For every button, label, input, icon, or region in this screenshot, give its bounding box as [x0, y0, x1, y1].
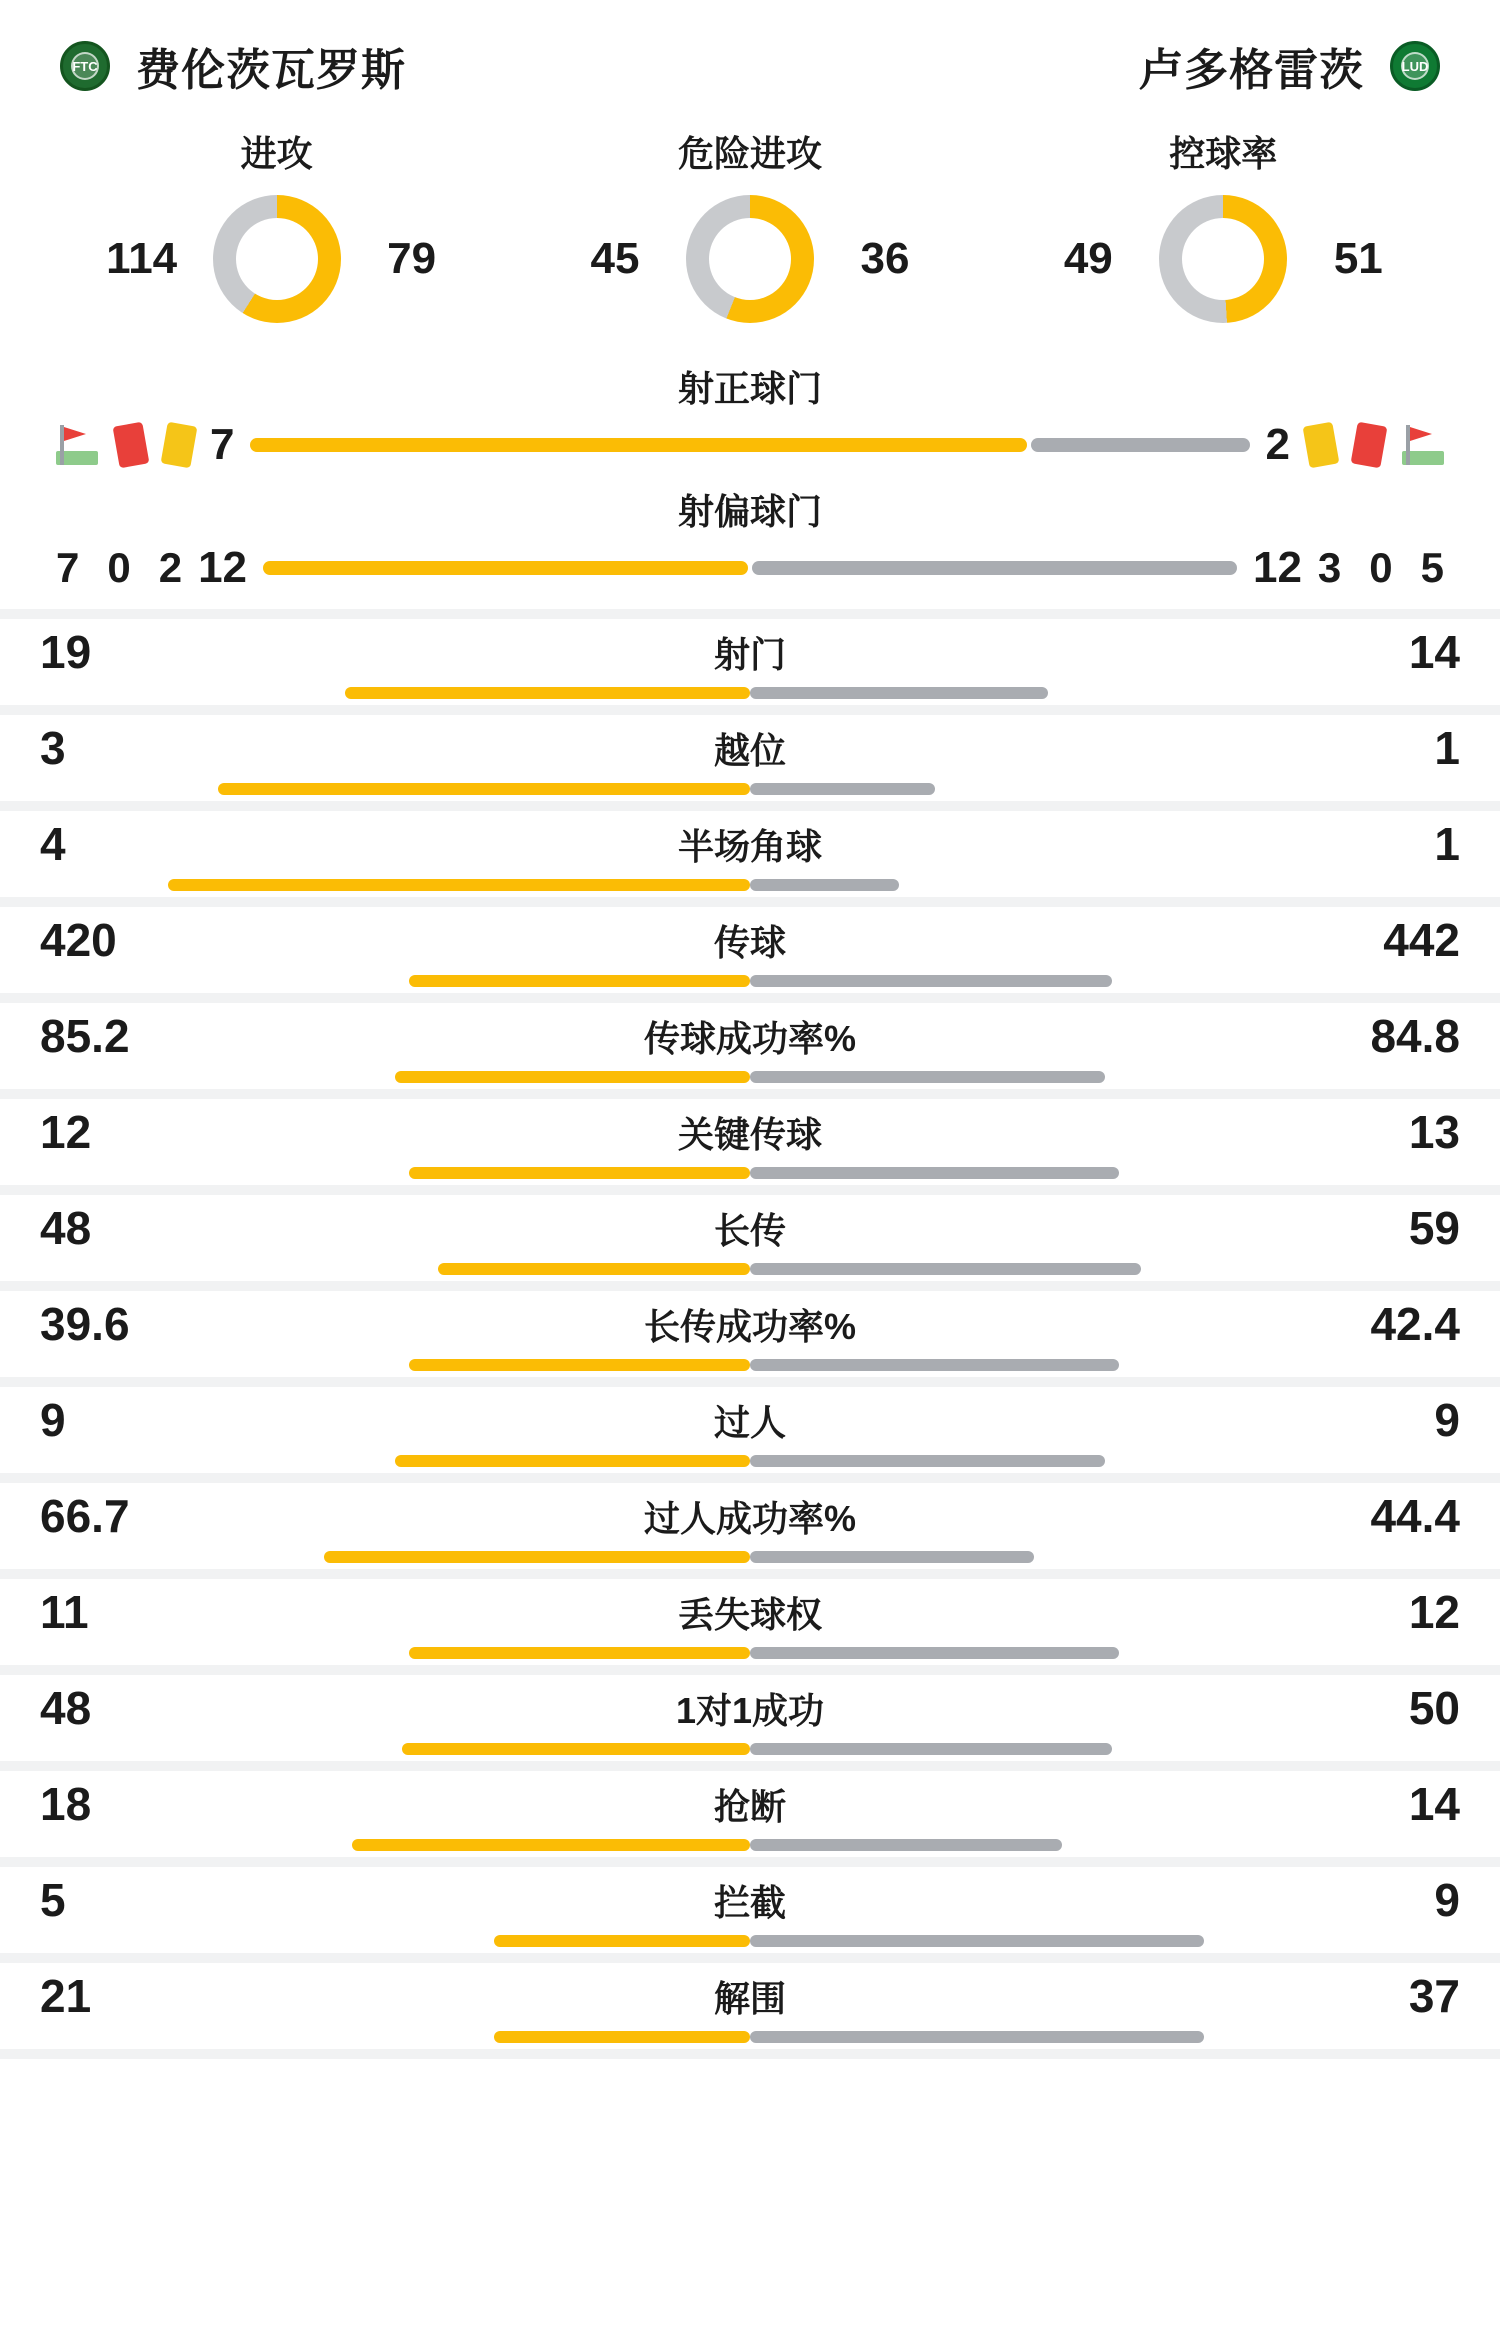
- stat-label: 半场角球: [677, 825, 822, 867]
- stat-away-value: 14: [1408, 626, 1460, 678]
- home-team[interactable]: [60, 34, 406, 98]
- bar-home-fill: [250, 438, 1026, 452]
- stat-home-value: 19: [40, 626, 92, 678]
- away-red-cards-value: 0: [1369, 544, 1393, 591]
- donut-stats-row: [0, 116, 1500, 343]
- donut-possession: [989, 126, 1458, 323]
- stat-home-bar: [494, 1935, 750, 1947]
- stat-home-bar: [324, 1551, 750, 1563]
- away-icon-values: [1318, 544, 1444, 592]
- donut-attacks: [42, 126, 511, 323]
- stat-home-value: 39.6: [40, 1298, 130, 1350]
- donut-away-value: 36: [860, 234, 910, 283]
- bar-away-fill: [752, 561, 1237, 575]
- row-divider: [0, 2049, 1500, 2059]
- row-divider: [0, 993, 1500, 1003]
- stat-label: 1对1成功: [675, 1689, 825, 1731]
- away-team-name: 卢多格雷茨: [1139, 46, 1364, 95]
- home-yellow-cards-value: 2: [158, 544, 183, 591]
- shots-off-target-label: 射偏球门: [677, 491, 822, 532]
- match-header: [0, 0, 1500, 116]
- stat-away-bar: [750, 1743, 1112, 1755]
- home-corners-value: 7: [56, 544, 80, 591]
- stat-home-value: 85.2: [40, 1010, 130, 1062]
- stat-label: 长传成功率%: [643, 1305, 856, 1347]
- stat-away-bar: [750, 1839, 1062, 1851]
- stat-home-value: 420: [40, 914, 117, 966]
- stat-home-value: 11: [40, 1586, 89, 1638]
- stat-row: [0, 1963, 1500, 2049]
- stat-row: [0, 1387, 1500, 1473]
- donut-away-value: 79: [387, 234, 437, 283]
- stat-row: [0, 715, 1500, 801]
- shots-on-target-bar: [250, 438, 1249, 452]
- stat-label: 射门: [713, 633, 786, 675]
- stat-away-value: 42.4: [1370, 1298, 1460, 1350]
- bar-home-fill: [263, 561, 748, 575]
- stat-away-value: 1: [1434, 818, 1460, 870]
- shots-off-target-bar: [263, 561, 1237, 575]
- stat-home-bar: [168, 879, 750, 891]
- yellow-card-icon: [161, 422, 198, 469]
- stat-label: 长传: [713, 1209, 786, 1251]
- stat-home-bar: [218, 783, 751, 795]
- shots-off-target-home: 12: [198, 543, 248, 592]
- stat-home-value: 4: [40, 818, 66, 870]
- donut-chart: [213, 195, 341, 323]
- away-icons: [1306, 424, 1444, 466]
- stat-away-value: 59: [1408, 1202, 1460, 1254]
- stat-home-value: 9: [40, 1394, 66, 1446]
- stat-row: [0, 1867, 1500, 1953]
- stat-home-bar: [438, 1263, 750, 1275]
- stat-row: [0, 1483, 1500, 1569]
- stat-row: [0, 1579, 1500, 1665]
- stat-home-bar: [402, 1743, 750, 1755]
- stat-label: 越位: [713, 729, 786, 771]
- stat-away-value: 12: [1408, 1586, 1460, 1638]
- stat-label: 传球: [713, 921, 786, 963]
- stat-away-value: 14: [1408, 1778, 1460, 1830]
- stat-row: [0, 1675, 1500, 1761]
- stat-label: 抢断: [713, 1785, 786, 1827]
- corner-flag-icon: [56, 425, 98, 465]
- row-divider: [0, 609, 1500, 619]
- shots-off-target-row: [40, 543, 1460, 593]
- stat-away-bar: [750, 2031, 1204, 2043]
- stat-home-value: 21: [40, 1970, 92, 2022]
- corner-flag-icon: [1402, 425, 1444, 465]
- stat-label: 丢失球权: [677, 1593, 822, 1635]
- stat-label: 解围: [713, 1977, 786, 2019]
- row-divider: [0, 1761, 1500, 1771]
- stat-home-value: 48: [40, 1202, 92, 1254]
- bar-away-fill: [1031, 438, 1250, 452]
- stat-row: [0, 907, 1500, 993]
- row-divider: [0, 1569, 1500, 1579]
- stat-away-value: 44.4: [1370, 1490, 1460, 1542]
- home-red-cards-value: 0: [107, 544, 131, 591]
- stat-home-bar: [352, 1839, 750, 1851]
- donut-title: 危险进攻: [677, 133, 822, 174]
- stat-away-value: 9: [1434, 1874, 1460, 1926]
- stat-home-value: 12: [40, 1106, 92, 1158]
- donut-chart: [1159, 195, 1287, 323]
- stat-away-value: 84.8: [1370, 1010, 1460, 1062]
- row-divider: [0, 1377, 1500, 1387]
- stat-away-bar: [750, 1935, 1204, 1947]
- shots-on-target-home: 7: [210, 420, 235, 469]
- home-team-name: 费伦茨瓦罗斯: [136, 46, 406, 95]
- row-divider: [0, 1473, 1500, 1483]
- stat-away-bar: [750, 975, 1112, 987]
- row-divider: [0, 1857, 1500, 1867]
- stat-label: 关键传球: [677, 1113, 822, 1155]
- row-divider: [0, 801, 1500, 811]
- club-crest-icon: FTC: [60, 41, 110, 91]
- stat-away-bar: [750, 1167, 1119, 1179]
- shots-on-target-label: 射正球门: [677, 368, 822, 409]
- stat-away-bar: [750, 1455, 1105, 1467]
- stat-row: [0, 1195, 1500, 1281]
- donut-title: 进攻: [240, 133, 313, 174]
- away-corners-value: 5: [1420, 544, 1444, 591]
- stat-away-value: 13: [1408, 1106, 1460, 1158]
- stats-list: [0, 609, 1500, 2059]
- stat-away-bar: [750, 1647, 1119, 1659]
- stat-away-value: 1: [1434, 722, 1460, 774]
- donut-home-value: 114: [106, 234, 178, 283]
- red-card-icon: [1351, 422, 1388, 469]
- shots-off-target-away: 12: [1252, 543, 1302, 592]
- stat-away-bar: [750, 783, 935, 795]
- stat-away-value: 442: [1383, 914, 1460, 966]
- stat-away-bar: [750, 1359, 1119, 1371]
- home-icon-values: [56, 544, 182, 592]
- stat-away-bar: [750, 879, 899, 891]
- stat-row: [0, 1291, 1500, 1377]
- stat-row: [0, 1771, 1500, 1857]
- row-divider: [0, 1185, 1500, 1195]
- row-divider: [0, 1089, 1500, 1099]
- stat-home-value: 48: [40, 1682, 92, 1734]
- stat-home-bar: [345, 687, 750, 699]
- row-divider: [0, 1665, 1500, 1675]
- donut-title: 控球率: [1169, 133, 1278, 174]
- shots-on-target-row: [40, 420, 1460, 470]
- stat-home-bar: [409, 1359, 750, 1371]
- stat-row: [0, 619, 1500, 705]
- shots-on-target-away: 2: [1265, 420, 1290, 469]
- stat-home-value: 66.7: [40, 1490, 130, 1542]
- row-divider: [0, 705, 1500, 715]
- stat-away-value: 37: [1408, 1970, 1460, 2022]
- stat-home-bar: [409, 1167, 750, 1179]
- away-yellow-cards-value: 3: [1317, 544, 1342, 591]
- donut-chart: [686, 195, 814, 323]
- row-divider: [0, 1953, 1500, 1963]
- stat-home-value: 5: [40, 1874, 66, 1926]
- club-crest-icon: LUD: [1390, 41, 1440, 91]
- shots-section: [0, 343, 1500, 593]
- stat-home-value: 3: [40, 722, 66, 774]
- away-team[interactable]: [1139, 34, 1440, 98]
- stat-row: [0, 1099, 1500, 1185]
- stat-label: 过人: [713, 1401, 786, 1443]
- stat-row: [0, 811, 1500, 897]
- stat-away-bar: [750, 687, 1048, 699]
- stat-label: 传球成功率%: [643, 1017, 856, 1059]
- stat-home-bar: [409, 975, 750, 987]
- stat-away-bar: [750, 1263, 1141, 1275]
- row-divider: [0, 1281, 1500, 1291]
- row-divider: [0, 897, 1500, 907]
- stat-home-bar: [494, 2031, 750, 2043]
- stat-away-value: 9: [1434, 1394, 1460, 1446]
- stat-home-bar: [395, 1071, 750, 1083]
- stat-away-bar: [750, 1071, 1105, 1083]
- stat-home-bar: [395, 1455, 750, 1467]
- stat-home-bar: [409, 1647, 750, 1659]
- stat-label: 过人成功率%: [643, 1497, 856, 1539]
- yellow-card-icon: [1303, 422, 1340, 469]
- donut-away-value: 51: [1333, 234, 1383, 283]
- donut-home-value: 49: [1063, 234, 1113, 283]
- home-icons: [56, 424, 194, 466]
- red-card-icon: [113, 422, 150, 469]
- stat-row: [0, 1003, 1500, 1089]
- stat-home-value: 18: [40, 1778, 92, 1830]
- donut-dangerous-attacks: [516, 126, 985, 323]
- stat-away-value: 50: [1408, 1682, 1460, 1734]
- donut-home-value: 45: [590, 234, 640, 283]
- stat-away-bar: [750, 1551, 1034, 1563]
- stat-label: 拦截: [713, 1881, 786, 1923]
